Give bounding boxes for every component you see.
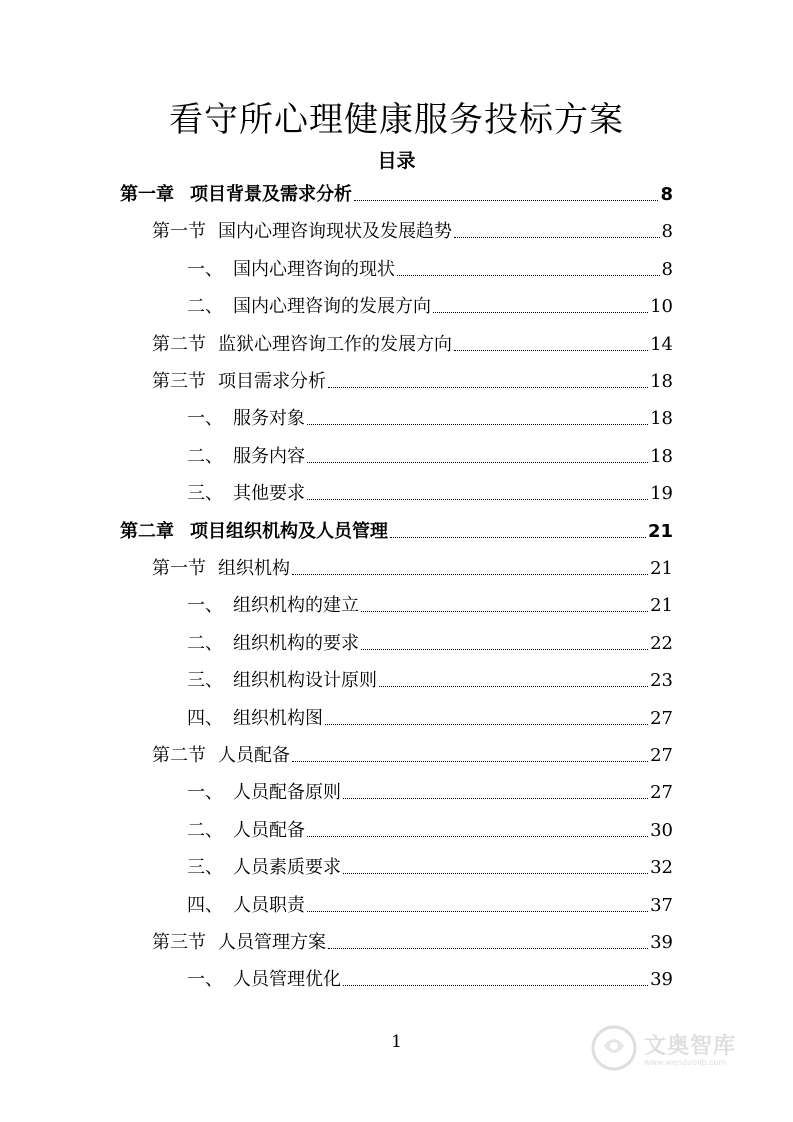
toc-entry-page: 10	[650, 296, 673, 318]
toc-entry-label	[187, 633, 359, 655]
toc-dot-leader	[454, 236, 660, 238]
page-number: 1	[391, 1032, 402, 1052]
toc-entry-title: 组织机构设计原则	[233, 670, 377, 692]
toc-entry-page: 30	[650, 819, 673, 841]
toc-entry-title: 组织机构图	[233, 707, 323, 729]
toc-entry-title: 其他要求	[233, 483, 305, 505]
toc-entry-number: 一、	[187, 782, 223, 804]
toc-heading: 目录	[377, 150, 416, 172]
toc-entry-page: 18	[650, 408, 673, 430]
toc-dot-leader	[328, 947, 648, 949]
toc-entry-number: 一、	[187, 595, 223, 617]
toc-dot-leader	[328, 386, 648, 388]
toc-entry-page: 27	[650, 782, 673, 804]
toc-entry-page: 22	[650, 632, 673, 654]
toc-entry-section[interactable]	[152, 550, 673, 580]
toc-entry-page: 39	[650, 932, 673, 953]
toc-entry-item[interactable]	[187, 849, 673, 879]
toc-entry-title: 项目组织机构及人员管理	[190, 520, 388, 542]
toc-entry-title: 组织机构	[218, 558, 290, 579]
toc-dot-leader	[454, 349, 648, 351]
toc-entry-item[interactable]	[187, 961, 673, 991]
toc-entry-page: 8	[661, 258, 673, 280]
toc-dot-leader	[292, 573, 648, 575]
toc-entry-title: 项目背景及需求分析	[190, 184, 352, 205]
toc-entry-page: 14	[650, 333, 673, 355]
toc-entry-number: 第二章	[120, 520, 174, 542]
toc-entry-page: 8	[661, 221, 673, 243]
watermark	[590, 1018, 780, 1078]
toc-entry-item[interactable]	[187, 887, 673, 917]
toc-entry-label	[187, 708, 323, 730]
toc-entry-label	[187, 857, 341, 879]
toc-entry-page: 39	[650, 969, 673, 991]
toc-entry-section[interactable]	[152, 326, 673, 356]
toc-entry-item[interactable]	[187, 251, 673, 281]
toc-dot-leader	[361, 610, 648, 612]
toc-dot-leader	[307, 835, 648, 837]
toc-entry-page: 27	[650, 745, 673, 766]
toc-dot-leader	[307, 423, 648, 425]
toc-entry-item[interactable]	[187, 475, 673, 505]
toc-entry-title: 国内心理咨询的现状	[233, 258, 395, 280]
toc-entry-label	[187, 595, 359, 617]
toc-entry-title: 服务对象	[233, 408, 305, 430]
toc-dot-leader	[292, 760, 648, 762]
toc-entry-title: 人员配备	[218, 745, 290, 766]
toc-entry-section[interactable]	[152, 737, 673, 767]
toc-entry-title: 国内心理咨询现状及发展趋势	[218, 221, 452, 243]
toc-entry-number: 四、	[187, 894, 223, 916]
toc-dot-leader	[379, 685, 648, 687]
toc-entry-item[interactable]	[187, 812, 673, 842]
toc-dot-leader	[325, 723, 648, 725]
toc-entry-label	[187, 296, 431, 318]
toc-entry-title: 人员配备原则	[233, 782, 341, 804]
toc-entry-number: 三、	[187, 670, 223, 692]
toc-entry-title: 人员职责	[233, 894, 305, 916]
toc-entry-number: 二、	[187, 819, 223, 841]
watermark-name: 文奥智库	[644, 1034, 737, 1059]
toc-entry-item[interactable]	[187, 438, 673, 468]
toc-entry-page: 27	[650, 707, 673, 729]
toc-entry-number: 三、	[187, 857, 223, 879]
toc-entry-number: 一、	[187, 408, 223, 430]
toc-entry-title: 服务内容	[233, 445, 305, 467]
toc-entry-label	[187, 408, 305, 430]
toc-entry-title: 监狱心理咨询工作的发展方向	[218, 333, 452, 355]
toc-entry-page: 21	[650, 595, 673, 617]
toc-entry-label	[187, 969, 341, 991]
toc-entry-section[interactable]	[152, 363, 673, 393]
toc-entry-label	[187, 820, 305, 842]
toc-entry-label	[152, 221, 452, 243]
toc-entry-number: 第三节	[152, 371, 206, 392]
toc-entry-label	[120, 521, 388, 543]
toc-dot-leader	[397, 274, 660, 276]
toc-entry-chapter[interactable]	[120, 176, 673, 206]
toc-entry-label	[187, 895, 305, 917]
document-title: 看守所心理健康服务投标方案	[169, 100, 624, 140]
toc-entry-number: 第一章	[120, 184, 174, 205]
toc-entry-section[interactable]	[152, 924, 673, 954]
toc-dot-leader	[343, 984, 648, 986]
toc-entry-page: 19	[650, 483, 673, 505]
toc-entry-page: 21	[650, 558, 673, 579]
toc-entry-number: 第二节	[152, 745, 206, 766]
toc-entry-page: 23	[650, 670, 673, 692]
toc-entry-label	[120, 184, 352, 206]
toc-entry-label	[152, 371, 326, 393]
toc-entry-number: 二、	[187, 632, 223, 654]
toc-entry-number: 二、	[187, 445, 223, 467]
toc-dot-leader	[343, 872, 648, 874]
toc-entry-page: 37	[650, 894, 673, 916]
toc-entry-item[interactable]	[187, 587, 673, 617]
toc-entry-number: 第一节	[152, 558, 206, 579]
wenao-logo-icon	[590, 1024, 638, 1072]
toc-entry-page: 21	[647, 520, 673, 542]
toc-dot-leader	[361, 648, 648, 650]
toc-entry-title: 人员素质要求	[233, 857, 341, 879]
toc-entry-title: 人员配备	[233, 819, 305, 841]
toc-entry-section[interactable]	[152, 213, 673, 243]
toc-entry-item[interactable]	[187, 774, 673, 804]
toc-entry-label	[187, 259, 395, 281]
toc-dot-leader	[390, 536, 646, 538]
toc-entry-number: 一、	[187, 258, 223, 280]
toc-entry-number: 三、	[187, 483, 223, 505]
toc-entry-title: 组织机构的建立	[233, 595, 359, 617]
toc-entry-label	[152, 558, 290, 580]
toc-entry-number: 第三节	[152, 932, 206, 953]
toc-entry-label	[152, 334, 452, 356]
toc-dot-leader	[307, 910, 648, 912]
toc-entry-title: 人员管理优化	[233, 969, 341, 991]
toc-entry-label	[152, 745, 290, 767]
toc-entry-number: 一、	[187, 969, 223, 991]
toc-entry-number: 第二节	[152, 333, 206, 355]
toc-entry-label	[187, 446, 305, 468]
toc-dot-leader	[343, 797, 648, 799]
toc-dot-leader	[307, 461, 648, 463]
toc-dot-leader	[354, 199, 658, 201]
toc-entry-number: 四、	[187, 707, 223, 729]
toc-entry-title: 项目需求分析	[218, 371, 326, 392]
toc-entry-page: 18	[650, 371, 673, 392]
toc-entry-label	[187, 782, 341, 804]
toc-entry-item[interactable]	[187, 700, 673, 730]
toc-entry-title: 人员管理方案	[218, 932, 326, 953]
toc-entry-label	[187, 670, 377, 692]
toc-entry-item[interactable]	[187, 400, 673, 430]
toc-entry-page: 8	[660, 184, 673, 205]
toc-entry-label	[187, 483, 305, 505]
toc-entry-title: 组织机构的要求	[233, 632, 359, 654]
watermark-url: www.wenduolib.com	[644, 1058, 727, 1067]
toc-dot-leader	[307, 498, 648, 500]
toc-entry-page: 32	[650, 857, 673, 879]
toc-entry-chapter[interactable]	[120, 513, 673, 543]
toc-entry-item[interactable]	[187, 625, 673, 655]
toc-entry-page: 18	[650, 445, 673, 467]
toc-entry-label	[152, 932, 326, 954]
toc-dot-leader	[433, 311, 648, 313]
toc-entry-item[interactable]	[187, 288, 673, 318]
toc-entry-title: 国内心理咨询的发展方向	[233, 296, 431, 318]
toc-entry-item[interactable]	[187, 662, 673, 692]
toc-entry-number: 二、	[187, 296, 223, 318]
toc-entry-number: 第一节	[152, 221, 206, 243]
